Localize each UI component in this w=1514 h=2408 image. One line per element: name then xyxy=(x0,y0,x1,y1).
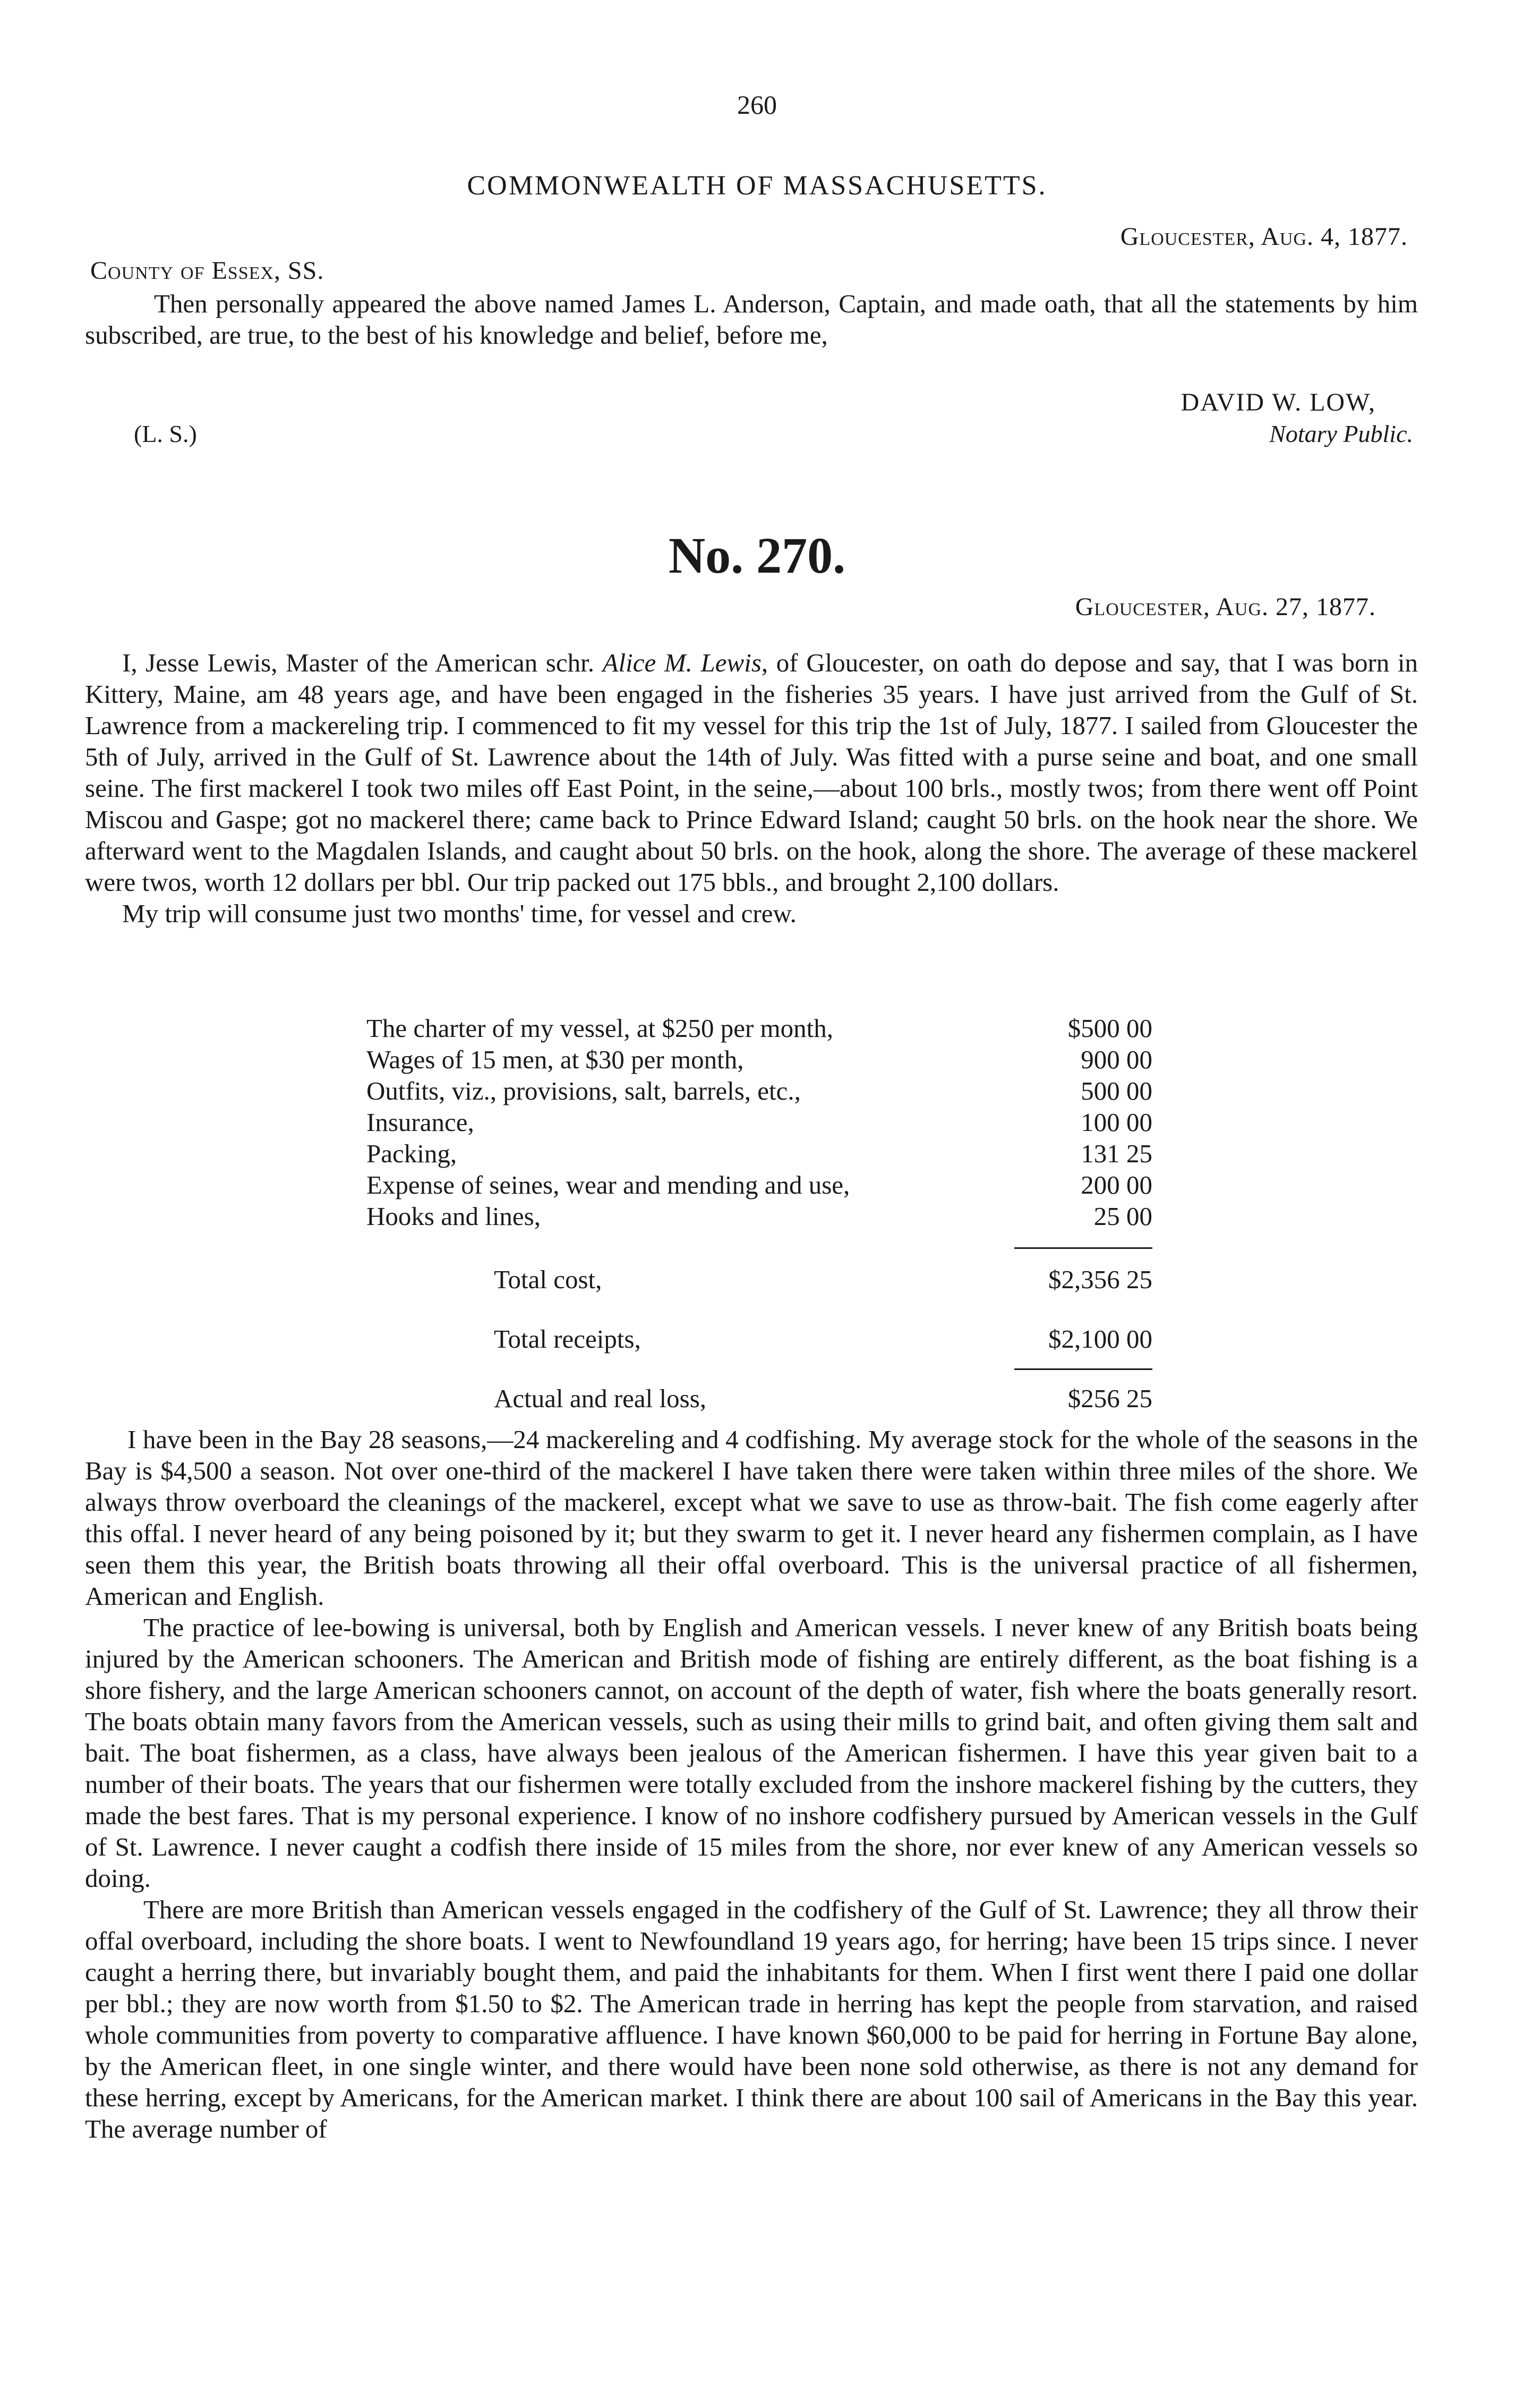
expense-label: Outfits, viz., provisions, salt, barrels, etc., xyxy=(366,1076,801,1105)
expense-amount: 900 00 xyxy=(1081,1045,1152,1074)
page-heading: COMMONWEALTH OF MASSACHUSETTS. xyxy=(467,171,1047,201)
expense-label: Packing, xyxy=(366,1139,457,1168)
total-cost-label: Total cost, xyxy=(494,1265,602,1294)
expense-amount: 200 00 xyxy=(1081,1170,1152,1199)
deposition-continued xyxy=(85,1424,1418,2145)
expense-row xyxy=(366,1201,1152,1232)
deposition-paragraph-5: There are more British than American vessels engaged in the codfishery of the Gulf of St. Lawrence; they all throw their offal overboard, including the shore boats. I went to Newfoundland 19 years ago, for herring; have been 15 trips since. I never caught a herring there, but invariably bought them, and paid the inhabitants for them. When I first went there I paid one dollar per bbl.; they are now worth from $1.50 to $2. The American trade in herring has kept the people from starvation, and raised whole communities from poverty to comparative affluence. I have known $60,000 to be paid for herring in Fortune Bay alone, by the American fleet, in one single winter, and there would have been none sold otherwise, as there is not any demand for these herring, except by Americans, for the American market. I think there are about 100 sail of Americans in the Bay this year. The average number of xyxy=(85,1895,1418,2143)
expense-amount: 25 00 xyxy=(1093,1202,1152,1231)
total-receipts-label: Total receipts, xyxy=(494,1324,641,1354)
loss-label: Actual and real loss, xyxy=(494,1384,707,1413)
expense-row xyxy=(366,1138,1152,1169)
expense-row xyxy=(366,1044,1152,1075)
notary-title: Notary Public. xyxy=(1269,420,1413,447)
expense-label: Insurance, xyxy=(366,1108,474,1137)
deposition-paragraph-1 xyxy=(85,647,1418,898)
expense-label: Expense of seines, wear and mending and use, xyxy=(366,1170,850,1199)
deposition-paragraph-2: My trip will consume just two months' time, for vessel and crew. xyxy=(122,899,797,928)
expense-label: The charter of my vessel, at $250 per month, xyxy=(366,1014,834,1043)
expense-row xyxy=(366,1012,1152,1044)
county-line: County of Essex, SS. xyxy=(90,257,324,285)
total-receipts-amount: $2,100 00 xyxy=(1048,1324,1152,1354)
loss-amount: $256 25 xyxy=(1067,1384,1152,1413)
deposition-place-date: Gloucester, Aug. 27, 1877. xyxy=(1075,593,1376,621)
affidavit-paragraph: Then personally appeared the above named James L. Anderson, Captain, and made oath, that all the statements by him subscribed, are true, to the best of his knowledge and belief, before me, xyxy=(85,289,1418,350)
expense-amount: 131 25 xyxy=(1081,1139,1152,1168)
deposition-body xyxy=(85,647,1418,929)
expense-amount: 100 00 xyxy=(1081,1108,1152,1137)
total-cost-amount: $2,356 25 xyxy=(1048,1265,1152,1294)
expense-row xyxy=(366,1169,1152,1201)
seal-mark: (L. S.) xyxy=(134,420,197,447)
expense-label: Wages of 15 men, at $30 per month, xyxy=(366,1045,744,1074)
expense-row xyxy=(366,1075,1152,1107)
expense-label: Hooks and lines, xyxy=(366,1202,541,1231)
total-receipts-row xyxy=(366,1324,1152,1354)
paragraph-1-start: I, Jesse Lewis, Master of the American schr. xyxy=(122,648,603,677)
affidavit-text xyxy=(85,288,1418,351)
vessel-name: Alice M. Lewis xyxy=(602,648,762,677)
deposition-paragraph-3: I have been in the Bay 28 seasons,—24 mackereling and 4 codfishing. My average stock for the whole of the seasons in the Bay is $4,500 a season. Not over one-third of the mackerel I have taken there were taken within three miles of the shore. We always throw overboard the cleanings of the mackerel, except what we save to use as throw-bait. The fish come eagerly after this offal. I never heard of any being poisoned by it; but they swarm to get it. I never heard any fishermen complain, as I have seen them this year, the British boats throwing all their offal overboard. This is the universal practice of all fishermen, American and English. xyxy=(85,1425,1418,1611)
deposition-paragraph-4: The practice of lee-bowing is universal, both by English and American vessels. I never knew of any British boats being injured by the American schooners. The American and British mode of fishing are entirely different, as the boat fishing is a shore fishery, and the large American schooners cannot, on account of the depth of water, fish where the boats generally resort. The boats obtain many favors from the American vessels, such as using their mills to grind bait, and often giving them salt and bait. The boat fishermen, as a class, have always been jealous of the American fishermen. I have this year given bait to a number of their boats. The years that our fishermen were totally excluded from the inshore mackerel fishing by the cutters, they made the best fares. That is my personal experience. I know of no inshore codfishery pursued by American vessels in the Gulf of St. Lawrence. I never caught a codfish there inside of 15 miles from the shore, nor ever knew of any American vessels so doing. xyxy=(85,1613,1418,1893)
expense-row xyxy=(366,1107,1152,1138)
paragraph-1-rest: , of Gloucester, on oath do depose and say, that I was born in Kittery, Maine, am 48 years age, and have been engaged in the fisheries 35 years. I have just arrived from the Gulf of St. Lawrence from a mackereling trip. I commenced to fit my vessel for this trip the 1st of July, 1877. I sailed from Gloucester the 5th of July, arrived in the Gulf of St. Lawrence about the 14th of July. Was fitted with a purse seine and boat, and one small seine. The first mackerel I took two miles off East Point, in the seine,—about 100 brls., mostly twos; from there went off Point Miscou and Gaspe; got no mackerel there; came back to Prince Edward Island; caught 50 brls. on the hook near the shore. We afterward went to the Magdalen Islands, and caught about 50 brls. on the hook, along the shore. The average of these mackerel were twos, worth 12 dollars per bbl. Our trip packed out 175 bbls., and brought 2,100 dollars. xyxy=(85,648,1418,897)
total-rule xyxy=(1014,1368,1152,1370)
document-number: No. 270. xyxy=(668,527,846,584)
total-cost-row xyxy=(366,1264,1152,1295)
notary-name: DAVID W. LOW, xyxy=(1181,388,1376,416)
affidavit-place-date: Gloucester, Aug. 4, 1877. xyxy=(1120,223,1408,251)
expense-amount: 500 00 xyxy=(1081,1076,1152,1105)
page-number: 260 xyxy=(737,90,777,120)
subtotal-rule xyxy=(1014,1247,1152,1249)
expense-amount: $500 00 xyxy=(1067,1014,1152,1043)
loss-row xyxy=(366,1383,1152,1414)
expense-table xyxy=(366,1012,1152,1232)
